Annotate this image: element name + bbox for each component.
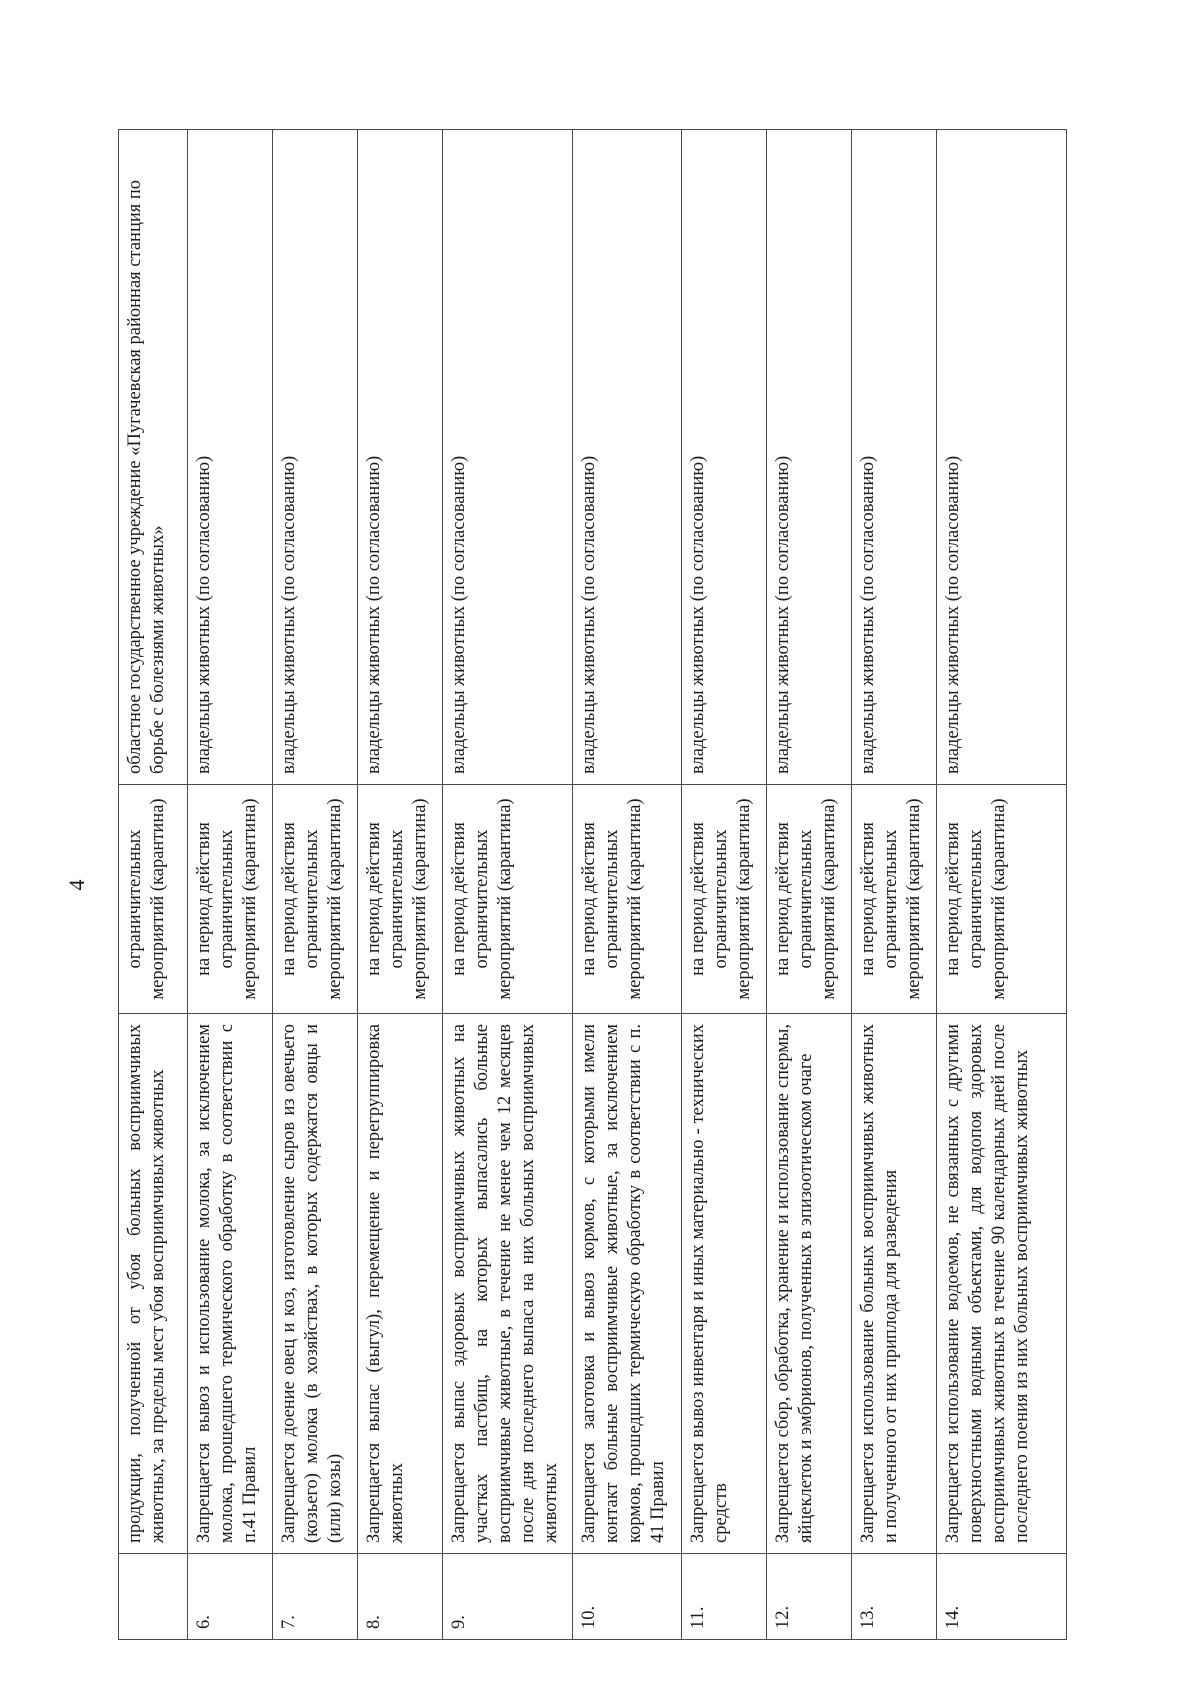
measure-text: Запрещается использование больных восприимчивых животных и полученного от них приплода для разведения: [852, 1014, 937, 1554]
rotated-content: [52, 130, 1102, 1640]
term-text: на период действия ограничительных мероприятий (карантина): [682, 785, 767, 1014]
term-text: на период действия ограничительных мероприятий (карантина): [443, 785, 573, 1014]
responsible-text: владельцы животных (по согласованию): [852, 130, 937, 785]
measure-text: Запрещается выпас здоровых восприимчивых животных на участках пастбищ, на которых выпасались больные восприимчивые животные, в течение не менее чем 12 месяцев после дня последнего выпаса на них больных восприимчивых животных: [443, 1014, 573, 1554]
term-text: на период действия ограничительных мероприятий (карантина): [573, 785, 682, 1014]
row-number: 11.: [682, 1554, 767, 1640]
row-number: 14.: [937, 1554, 1067, 1640]
row-number: 7.: [273, 1554, 358, 1640]
table-row: [358, 130, 443, 1640]
page-number: 4: [64, 879, 89, 891]
responsible-text: владельцы животных (по согласованию): [443, 130, 573, 785]
row-number: 12.: [767, 1554, 852, 1640]
responsible-text: владельцы животных (по согласованию): [767, 130, 852, 785]
responsible-text: владельцы животных (по согласованию): [358, 130, 443, 785]
row-number: 13.: [852, 1554, 937, 1640]
measure-text: Запрещается вывоз и использование молока, за исключением молока, прошедшего термического обработку в соответствии с п.41 Правил: [188, 1014, 273, 1554]
row-number: 6.: [188, 1554, 273, 1640]
measure-text: Запрещается выпас (выгул), перемещение и перегруппировка животных: [358, 1014, 443, 1554]
table-row: [273, 130, 358, 1640]
term-text: на период действия ограничительных мероприятий (карантина): [273, 785, 358, 1014]
measure-text: Запрещается использование водоемов, не связанных с другими поверхностными водными объектами, для водопоя здоровых восприимчивых животных в течение 90 календарных дней после последнего поения из них больных восприимчивых животных: [937, 1014, 1067, 1554]
term-text: на период действия ограничительных мероприятий (карантина): [358, 785, 443, 1014]
responsible-text: владельцы животных (по согласованию): [573, 130, 682, 785]
table-row: [767, 130, 852, 1640]
row-number: 10.: [573, 1554, 682, 1640]
responsible-text: владельцы животных (по согласованию): [188, 130, 273, 785]
measures-table: [118, 129, 1067, 1640]
responsible-text: владельцы животных (по согласованию): [937, 130, 1067, 785]
measure-text: Запрещается доение овец и коз, изготовление сыров из овечьего (козьего) молока (в хозяйствах, в которых содержатся овцы и (или) козы): [273, 1014, 358, 1554]
row-number: 9.: [443, 1554, 573, 1640]
table-row: [443, 130, 573, 1640]
table-row: [852, 130, 937, 1640]
term-text: на период действия ограничительных мероприятий (карантина): [767, 785, 852, 1014]
row-number: 8.: [358, 1554, 443, 1640]
term-text: ограничительных мероприятий (карантина): [119, 785, 188, 1014]
measure-text: Запрещается вывоз инвентаря и иных материально - технических средств: [682, 1014, 767, 1554]
table-row: [119, 130, 188, 1640]
responsible-text: владельцы животных (по согласованию): [273, 130, 358, 785]
measure-text: Запрещается заготовка и вывоз кормов, с которыми имели контакт больные восприимчивые животные, за исключением кормов, прошедших термическую обработку в соответствии с п. 41 Правил: [573, 1014, 682, 1554]
term-text: на период действия ограничительных мероприятий (карантина): [937, 785, 1067, 1014]
table-row: [937, 130, 1067, 1640]
measure-text: продукции, полученной от убоя больных восприимчивых животных, за пределы мест убоя восприимчивых животных: [119, 1014, 188, 1554]
table-row: [188, 130, 273, 1640]
responsible-text: областное государственное учреждение «Пугачевская районная станция по борьбе с болезнями животных»: [119, 130, 188, 785]
term-text: на период действия ограничительных мероприятий (карантина): [852, 785, 937, 1014]
measure-text: Запрещается сбор, обработка, хранение и использование спермы, яйцеклеток и эмбрионов, полученных в эпизоотическом очаге: [767, 1014, 852, 1554]
table-row: [682, 130, 767, 1640]
row-number: [119, 1554, 188, 1640]
table-row: [573, 130, 682, 1640]
responsible-text: владельцы животных (по согласованию): [682, 130, 767, 785]
term-text: на период действия ограничительных мероприятий (карантина): [188, 785, 273, 1014]
